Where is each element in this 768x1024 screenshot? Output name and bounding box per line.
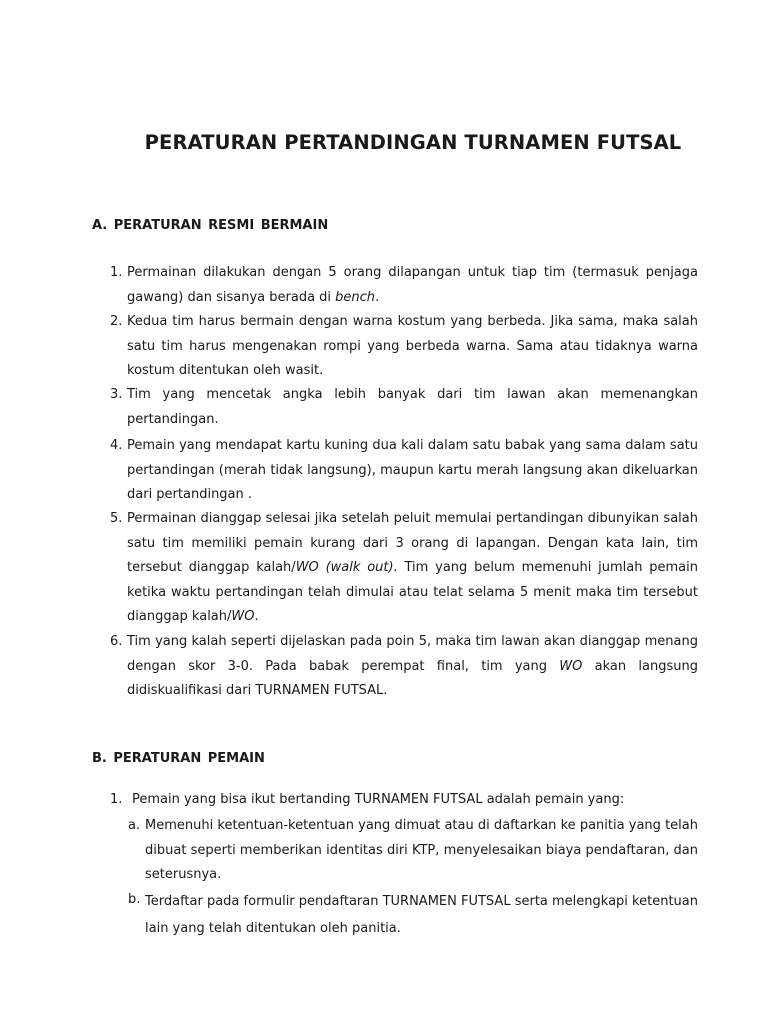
item-text: Pemain yang mendapat kartu kuning dua kali dalam satu babak yang sama dalam satu pertandingan (merah tidak langsung), maupun kartu merah langsung akan dikeluarkan dari pertandingan . — [127, 438, 698, 502]
subitem-text: Terdaftar pada formulir pendaftaran TURNAMEN FUTSAL serta melengkapi ketentuan lain yang telah ditentukan oleh panitia. — [145, 894, 698, 936]
item-text-part: Tim yang belum memenuhi jumlah pemain ketika waktu pertandingan telah dimulai atau telat selama 5 menit maka tim tersebut dianggap kalah/ — [127, 560, 699, 624]
item-number: 4. — [110, 438, 123, 453]
item-number: 1. — [110, 265, 123, 280]
item-text: Kedua tim harus bermain dengan warna kostum yang berbeda. Jika sama, maka salah satu tim harus mengenakan rompi yang berbeda warna. Sama atau tidaknya warna kostum ditentukan oleh wasit. — [127, 314, 698, 378]
rule-item-a1 — [110, 261, 698, 310]
rule-subitem-b1a — [128, 814, 698, 888]
subitem-letter: b. — [128, 892, 141, 907]
rule-item-a2 — [110, 310, 698, 384]
rule-subitem-b1b — [128, 888, 698, 942]
item-number: 5. — [110, 511, 123, 526]
item-text-italic: WO — [231, 609, 255, 624]
item-text — [110, 261, 698, 310]
document-title: PERATURAN PERTANDINGAN TURNAMEN FUTSAL — [144, 131, 682, 154]
item-text-part: Tim yang kalah seperti dijelaskan pada poin 5, maka tim lawan akan dianggap menang dengan skor 3-0. Pada babak perempat final, tim yang — [127, 634, 698, 674]
rule-item-b1 — [110, 788, 698, 813]
item-number: 1. — [110, 792, 123, 807]
rule-item-a6 — [110, 630, 698, 704]
subitem-letter: a. — [128, 818, 141, 833]
item-text-italic: WO (walk out). — [295, 560, 398, 575]
item-number: 6. — [110, 634, 123, 649]
section-b-heading: B. PERATURAN PEMAIN — [92, 751, 265, 766]
item-text-italic: bench — [335, 289, 376, 305]
rule-item-a3 — [110, 383, 698, 432]
item-number: 3. — [110, 387, 123, 402]
item-text-part: . — [254, 609, 259, 624]
item-text: Tim yang mencetak angka lebih banyak dari tim lawan akan memenangkan pertandingan. — [127, 387, 698, 427]
subitem-text: Memenuhi ketentuan-ketentuan yang dimuat atau di daftarkan ke panitia yang telah dibuat seperti memberikan identitas diri KTP, menyelesaikan biaya pendaftaran, dan seterusnya. — [145, 818, 698, 882]
item-number: 2. — [110, 314, 123, 329]
item-text — [110, 630, 698, 704]
item-text-italic: WO — [559, 658, 583, 674]
item-text-part: Permainan dianggap selesai jika setelah peluit memulai pertandingan dibunyikan salah satu tim memiliki pemain kurang dari 3 orang di lapangan. Dengan kata lain, tim tersebut dianggap kalah/ — [127, 511, 698, 575]
section-a-heading: A. PERATURAN RESMI BERMAIN — [92, 218, 329, 233]
item-text-part: . — [375, 289, 380, 305]
rule-item-a5 — [110, 507, 698, 630]
item-text-part: akan langsung didiskualifikasi dari TURNAMEN FUTSAL. — [127, 658, 698, 698]
item-text — [110, 507, 698, 630]
item-text: Pemain yang bisa ikut bertanding TURNAMEN FUTSAL adalah pemain yang: — [132, 792, 625, 807]
item-text-part: Permainan dilakukan dengan 5 orang dilapangan untuk tiap tim (termasuk penjaga gawang) dan sisanya berada di — [127, 265, 698, 305]
rule-item-a4 — [110, 434, 698, 508]
